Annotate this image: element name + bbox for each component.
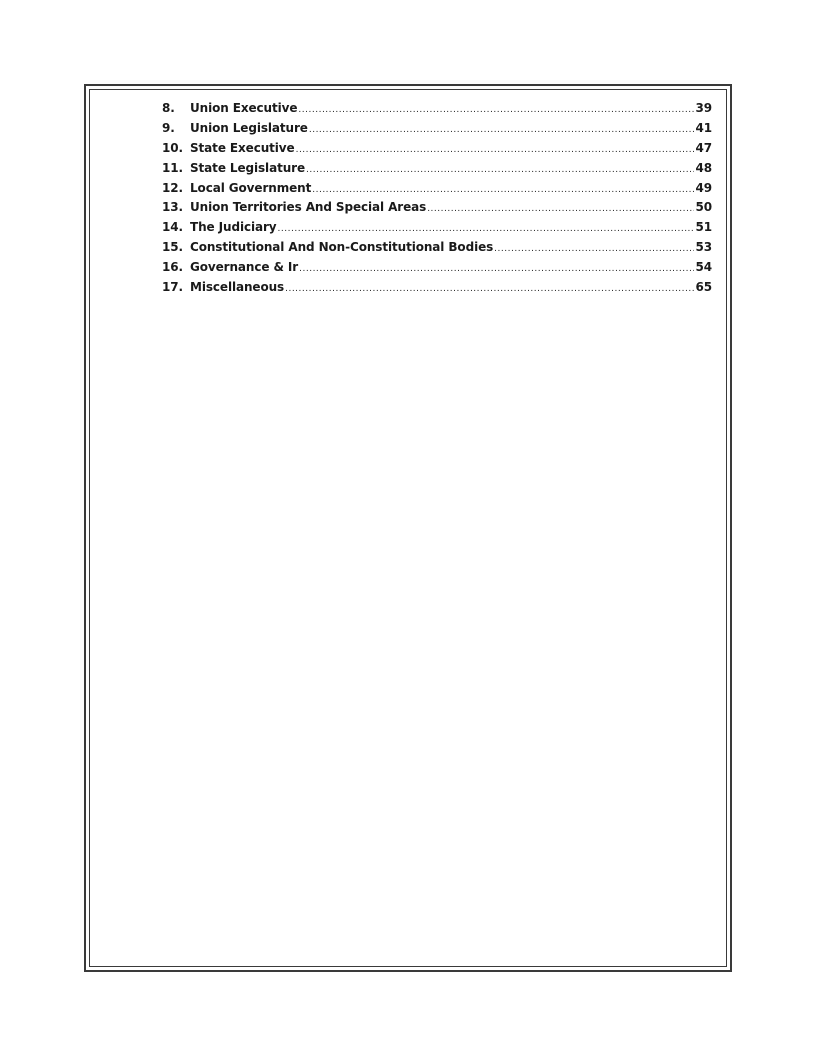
toc-dot-leader [312,185,693,195]
toc-entry-title: Union Territories And Special Areas [190,200,427,215]
toc-entry-number: 16. [162,260,183,275]
toc-entry-page: 41 [695,120,712,135]
toc-entry-page: 47 [695,140,712,155]
toc-entry-page: 65 [695,280,712,295]
toc-entry[interactable] [162,200,712,220]
toc-entry-number: 12. [162,180,183,195]
toc-entry-page: 39 [695,101,712,115]
toc-entry[interactable] [162,141,712,161]
toc-dot-leader [427,204,693,214]
table-of-contents [162,101,712,300]
toc-dot-leader [285,284,693,294]
toc-entry-page: 49 [695,180,712,195]
toc-entry-page: 50 [695,200,712,215]
toc-entry-title: Union Legislature [190,120,308,135]
toc-entry-page: 53 [695,240,712,255]
toc-entry-title: The Judiciary [190,220,277,235]
toc-entry-title: State Legislature [190,160,306,175]
toc-entry-number: 15. [162,240,183,255]
toc-entry-title: Constitutional And Non-Constitutional Bodies [190,240,494,255]
toc-entry[interactable] [162,161,712,181]
toc-entry-title: Miscellaneous [190,280,285,295]
toc-entry[interactable] [162,280,712,300]
toc-dot-leader [306,165,693,175]
toc-entry-number: 8. [162,101,175,115]
toc-entry[interactable] [162,101,712,121]
toc-entry-title: Governance & Ir [190,260,299,275]
toc-entry-page: 54 [695,260,712,275]
toc-dot-leader [299,264,693,274]
toc-entry[interactable] [162,220,712,240]
toc-entry-title: State Executive [190,140,295,155]
toc-entry-number: 11. [162,160,183,175]
toc-entry-number: 17. [162,280,183,295]
toc-dot-leader [278,224,694,234]
toc-entry-number: 14. [162,220,183,235]
toc-entry-number: 13. [162,200,183,215]
toc-dot-leader [296,145,694,155]
toc-entry[interactable] [162,240,712,260]
toc-entry-number: 9. [162,120,175,135]
toc-entry-title: Union Executive [190,101,298,115]
toc-dot-leader [494,244,693,254]
toc-dot-leader [298,105,693,115]
toc-entry-number: 10. [162,140,183,155]
toc-dot-leader [309,125,694,135]
toc-entry[interactable] [162,181,712,201]
toc-entry[interactable] [162,260,712,280]
toc-entry-page: 51 [695,220,712,235]
toc-entry[interactable] [162,121,712,141]
toc-entry-page: 48 [695,160,712,175]
toc-entry-title: Local Government [190,180,312,195]
